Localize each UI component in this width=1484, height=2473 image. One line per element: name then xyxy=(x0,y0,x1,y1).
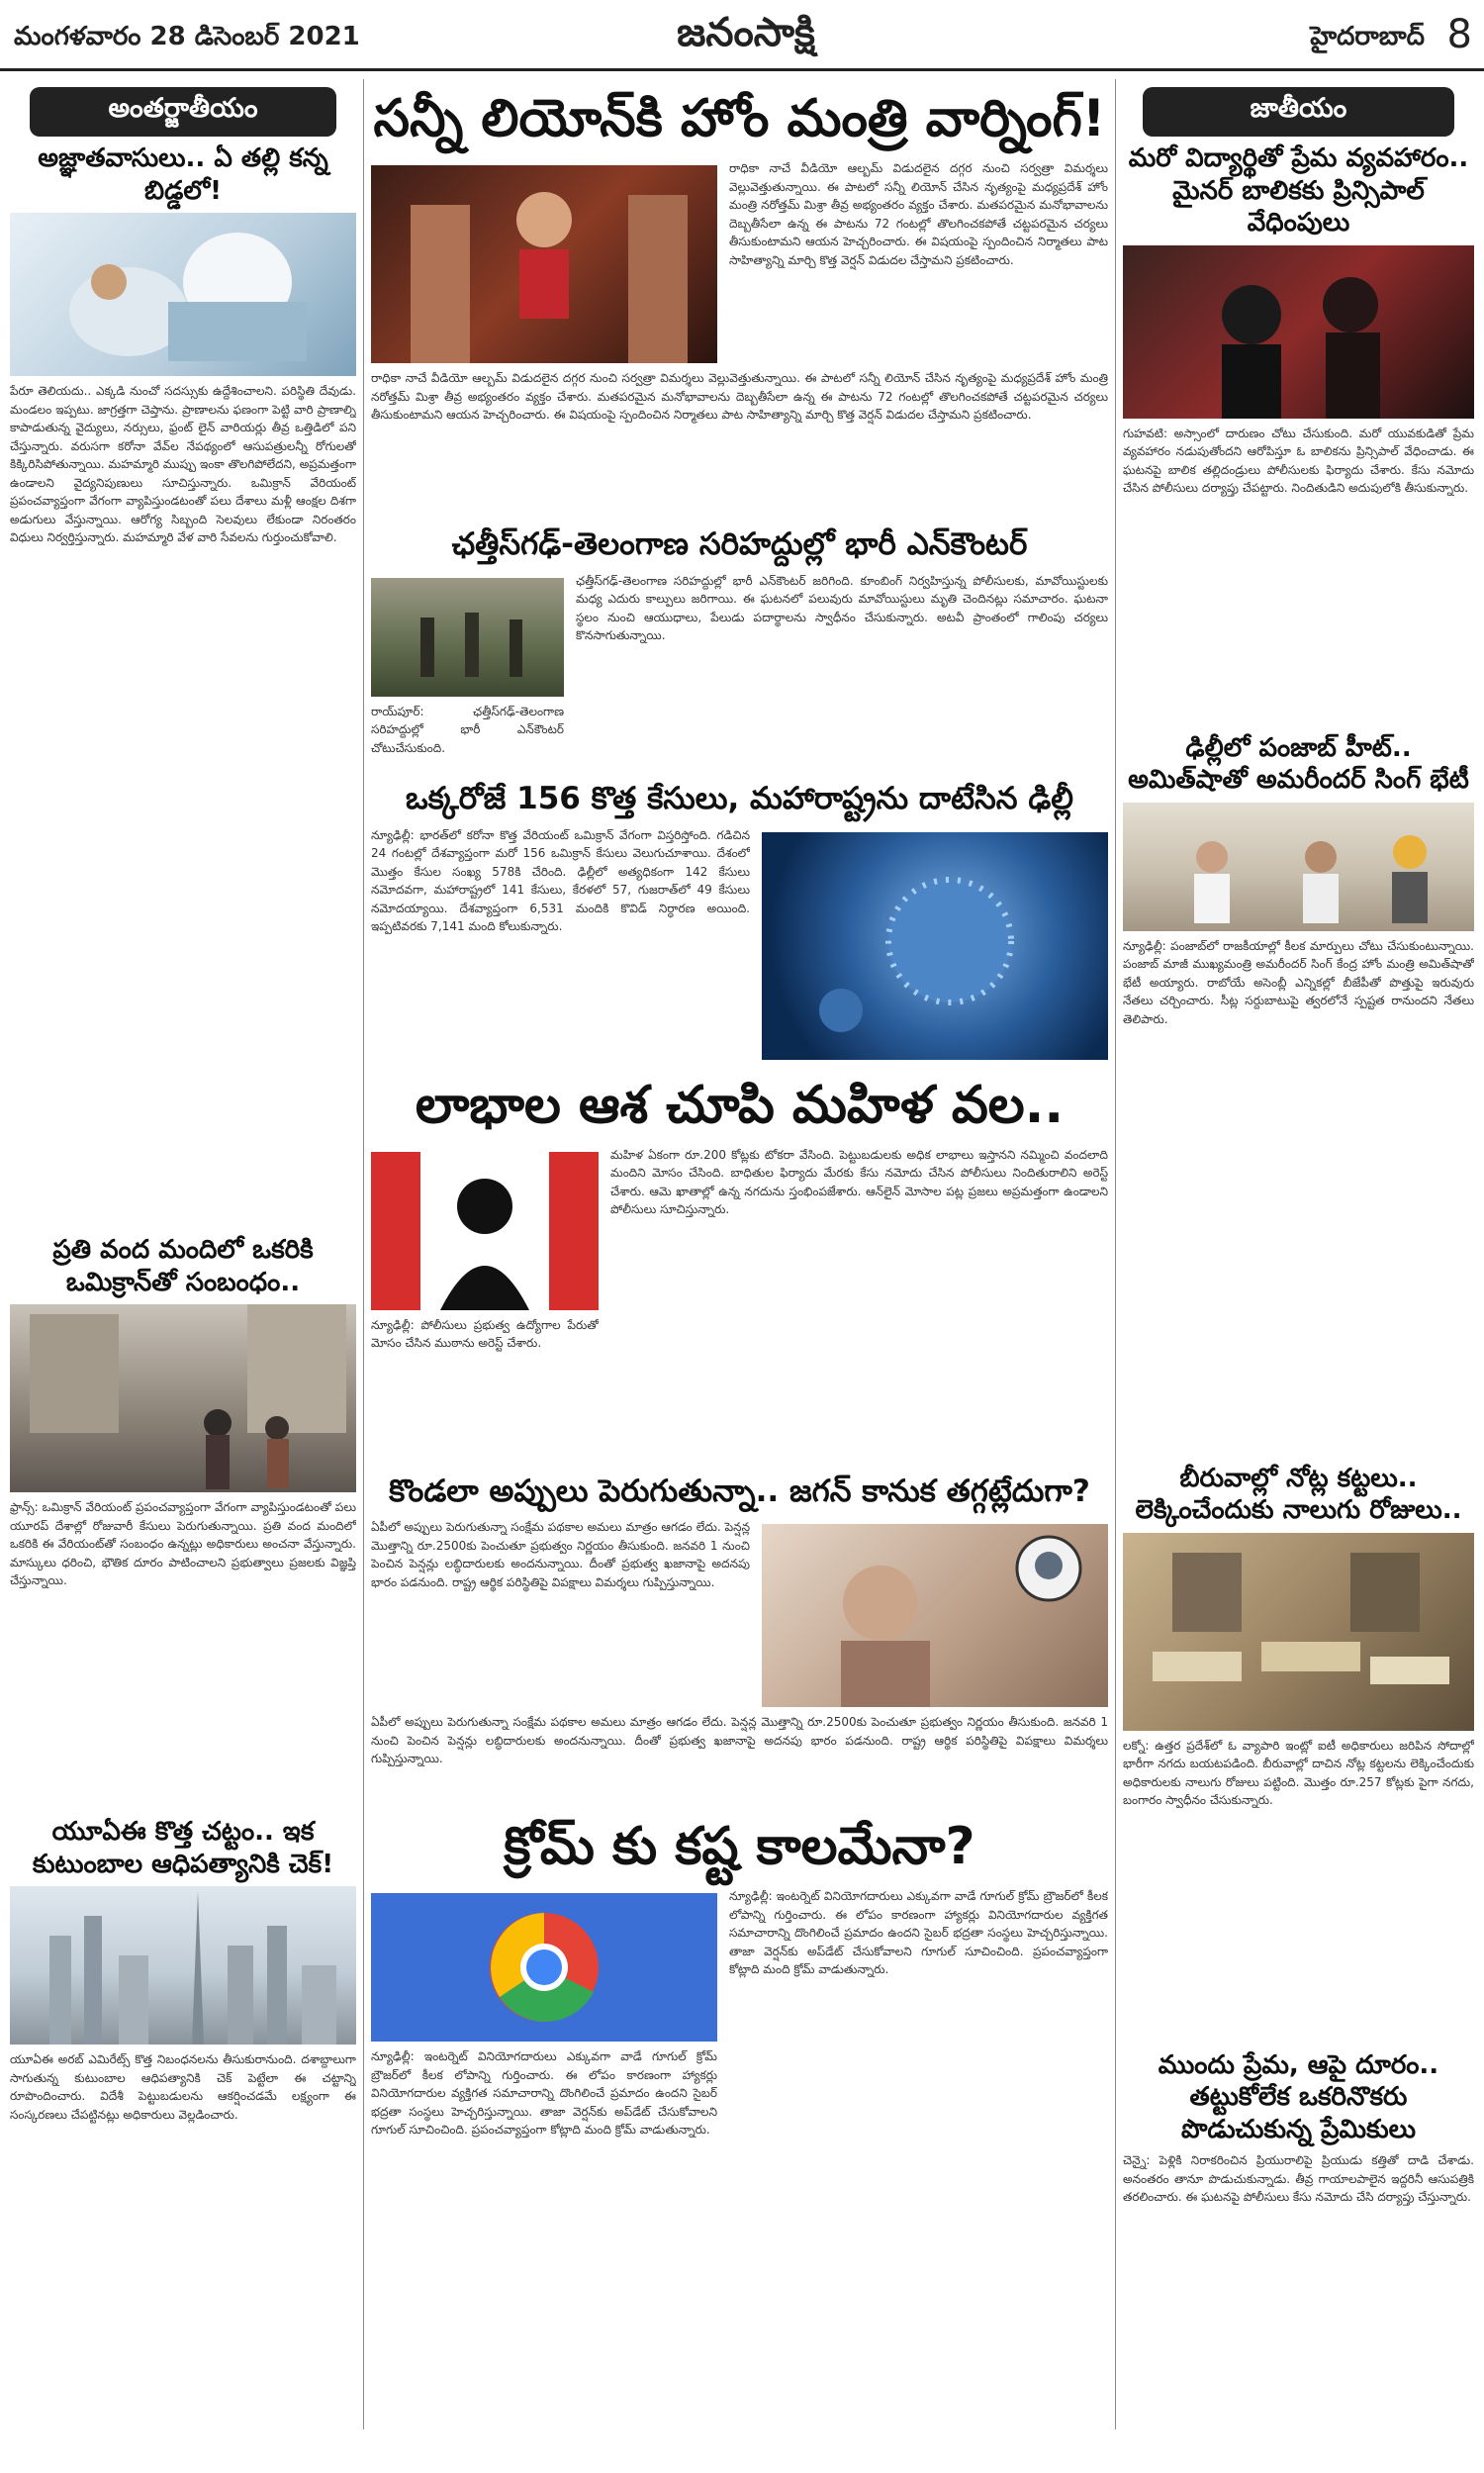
article-body: మహిళ ఏకంగా రూ.200 కోట్లకు టోకరా వేసింది. పెట్టుబడులకు అధిక లాభాలు ఇస్తానని నమ్మించి వందలాది మందిని మోసం చేసింది. బాధితుల ఫిర్యాదు మేరకు కేసు నమోదు చేసిన పోలీసులు నిందితురాలిని అరెస్ట్ చేశారు. ఆమె ఖాతాల్లో ఉన్న నగదును స్తంభింపజేశారు. ఆన్‌లైన్ మోసాల పట్ల ప్రజలు అప్రమత్తంగా ఉండాలని పోలీసులు సూచిస్తున్నారు. xyxy=(610,1147,1108,1216)
headline: ఒక్కరోజే 156 కొత్త కేసులు, మహారాష్ట్రను దాటేసిన ఢిల్లీ xyxy=(405,780,1074,816)
article-body: ఏపీలో అప్పులు పెరుగుతున్నా సంక్షేమ పథకాల అమలు మాత్రం ఆగడం లేదు. పెన్షన్ల మొత్తాన్ని రూ.2500కు పెంచుతూ ప్రభుత్వం నిర్ణయం తీసుకుంది. జనవరి 1 నుంచి పెంచిన పెన్షన్లు లబ్ధిదారులకు అందనున్నాయి. దీంతో ప్రభుత్వ ఖజానాపై అదనపు భారం పడనుంది. రాష్ట్ర ఆర్థిక పరిస్థితిపై విపక్షాలు విమర్శలు గుప్పిస్తున్నాయి. xyxy=(371,1520,750,1589)
section-label-national: జాతీయం xyxy=(1143,87,1454,137)
article-body: యూఏఈ అరబ్ ఎమిరేట్స్ కొత్త నిబంధనలను తీసుకురానుంది. దశాబ్దాలుగా సాగుతున్న కుటుంబాల ఆధిపత్యానికి చెక్ పెట్టేలా ఈ చట్టాన్ని రూపొందించారు. విదేశీ పెట్టుబడులను ఆకర్షించడమే లక్ష్యంగా ఈ సంస్కరణలు చేపట్టినట్లు అధికారులు వెల్లడించారు. xyxy=(10,2052,356,2122)
article-body: న్యూఢిల్లీ: ఇంటర్నెట్ వినియోగదారులు ఎక్కువగా వాడే గూగుల్ క్రోమ్ బ్రౌజర్‌లో కీలక లోపాన్ని గుర్తించారు. ఈ లోపం కారణంగా హ్యాకర్లు వినియోగదారుల వ్యక్తిగత సమాచారాన్ని దొంగిలించే ప్రమాదం ఉందని సైబర్ భద్రతా సంస్థలు హెచ్చరిస్తున్నాయి. తాజా వెర్షన్‌కు అప్‌డేట్ చేసుకోవాలని గూగుల్ సూచించింది. ప్రపంచవ్యాప్తంగా కోట్లాది మంది క్రోమ్ వాడుతున్నారు. xyxy=(371,2049,717,2138)
photo-elderly-woman xyxy=(762,1524,1108,1707)
photo-student-harassment xyxy=(1123,245,1474,419)
right-column xyxy=(1123,79,1474,2434)
newspaper-name: జనంసాక్షి xyxy=(677,10,815,55)
article-body: న్యూఢిల్లీ: పంజాబ్‌లో రాజకీయాల్లో కీలక మార్పులు చోటు చేసుకుంటున్నాయి. పంజాబ్ మాజీ ముఖ్యమంత్రి అమరీందర్ సింగ్ కేంద్ర హోం మంత్రి అమిత్‌షాతో భేటీ అయ్యారు. రాబోయే అసెంబ్లీ ఎన్నికల్లో బీజేపీతో పొత్తుపై ఇరువురు నేతలు చర్చించారు. సీట్ల సర్దుబాటుపై త్వరలోనే స్పష్టత రానుందని నేతలు తెలిపారు. xyxy=(1123,938,1474,1026)
photo-dubai-skyline xyxy=(10,1886,356,2045)
left-column xyxy=(10,79,356,2434)
headline: కొండలా అప్పులు పెరుగుతున్నా.. జగన్ కానుక తగ్గట్లేదుగా? xyxy=(389,1473,1090,1509)
photo-virus xyxy=(762,832,1108,1060)
headline: బీరువాల్లో నోట్ల కట్టలు.. లెక్కించేందుకు నాలుగు రోజులు.. xyxy=(1135,1463,1462,1525)
article-body: ఏపీలో అప్పులు పెరుగుతున్నా సంక్షేమ పథకాల అమలు మాత్రం ఆగడం లేదు. పెన్షన్ల మొత్తాన్ని రూ.2500కు పెంచుతూ ప్రభుత్వం నిర్ణయం తీసుకుంది. జనవరి 1 నుంచి పెంచిన పెన్షన్లు లబ్ధిదారులకు అందనున్నాయి. దీంతో ప్రభుత్వ ఖజానాపై అదనపు భారం పడనుంది. రాష్ట్ర ఆర్థిక పరిస్థితిపై విపక్షాలు విమర్శలు గుప్పిస్తున్నాయి. xyxy=(371,1715,1108,1766)
photo-europe-street xyxy=(10,1304,356,1492)
photo-chrome-logo xyxy=(371,1893,717,2042)
article-body: రాధికా నాచే వీడియో ఆల్బమ్ విడుదలైన దగ్గర నుంచి సర్వత్రా విమర్శలు వెల్లువెత్తుతున్నాయి. ఈ పాటలో సన్నీ లియోన్ చేసిన నృత్యంపై మధ్యప్రదేశ్ హోం మంత్రి నరోత్తమ్ మిశ్రా తీవ్ర అభ్యంతరం వ్యక్తం చేశారు. మతపరమైన మనోభావాలను దెబ్బతీసేలా ఉన్న ఈ పాటను 72 గంటల్లో తొలగించకపోతే చట్టపరమైన చర్యలు తీసుకుంటామని ఆయన హెచ్చరించారు. ఈ విషయంపై స్పందించిన నిర్మాతలు పాట సాహిత్యాన్ని మార్చి కొత్త వెర్షన్ విడుదల చేస్తామని ప్రకటించారు. xyxy=(371,371,1108,422)
center-column xyxy=(371,79,1108,2434)
edition-city: హైదరాబాద్ xyxy=(1310,22,1425,51)
article-body: రాధికా నాచే వీడియో ఆల్బమ్ విడుదలైన దగ్గర నుంచి సర్వత్రా విమర్శలు వెల్లువెత్తుతున్నాయి. ఈ పాటలో సన్నీ లియోన్ చేసిన నృత్యంపై మధ్యప్రదేశ్ హోం మంత్రి నరోత్తమ్ మిశ్రా తీవ్ర అభ్యంతరం వ్యక్తం చేశారు. మతపరమైన మనోభావాలను దెబ్బతీసేలా ఉన్న ఈ పాటను 72 గంటల్లో తొలగించకపోతే చట్టపరమైన చర్యలు తీసుకుంటామని ఆయన హెచ్చరించారు. ఈ విషయంపై స్పందించిన నిర్మాతలు పాట సాహిత్యాన్ని మార్చి కొత్త వెర్షన్ విడుదల చేస్తామని ప్రకటించారు. xyxy=(729,161,1108,267)
photo-forest-forces xyxy=(371,578,564,697)
photo-masked-patient xyxy=(10,213,356,376)
page-number: 8 xyxy=(1446,12,1472,57)
photo-dance-scene xyxy=(371,165,717,363)
masthead xyxy=(0,0,1484,71)
photo-cash-bundles xyxy=(1123,1533,1474,1731)
article-body: పేరూ తెలియదు.. ఎక్కడి నుంచో సదస్సుకు ఉద్దేశించాలని. పరిస్థితి దేవుడు. మండలం ఇప్పటు. జాగ్రత్తగా చెప్తాను. ప్రాణాలను ఫణంగా పెట్టి వారి ప్రాణాల్ని కాపాడుతున్న వైద్యులు, నర్సులు, ఫ్రంట్ లైన్ వారియర్లు తీవ్ర ఒత్తిడిలో పని చేస్తున్నారు. వరుసగా కరోనా వేవ్‌ల నేపథ్యంలో ఆసుపత్రులన్నీ రోగులతో కిక్కిరిసిపోతున్నాయి. మహమ్మారి ముప్పు ఇంకా తొలగిపోలేదని, అప్రమత్తంగా ఉండాలని వైద్యనిపుణులు సూచిస్తున్నారు. ఒమిక్రాన్ వేరియంట్ ప్రపంచవ్యాప్తంగా వేగంగా వ్యాపిస్తుండటంతో పలు దేశాలు మళ్లీ ఆంక్షల దిశగా అడుగులు వేస్తున్నాయి. ఆరోగ్య సిబ్బంది సెలవులు లేకుండా నిరంతరం విధులు నిర్వర్తిస్తున్నారు. మహమ్మారి వేళ వారి సేవలను గుర్తుంచుకోవాలి. xyxy=(10,384,356,544)
headline: ప్రతి వంద మందిలో ఒకరికి ఒమిక్రాన్‌తో సంబంధం.. xyxy=(52,1235,314,1297)
photo-caption: న్యూఢిల్లీ: పోలీసులు ప్రభుత్వ ఉద్యోగాల పేరుతో మోసం చేసిన ముఠాను అరెస్ట్ చేశారు. xyxy=(371,1317,599,1350)
photo-leaders-meeting xyxy=(1123,803,1474,931)
headline: ముందు ప్రేమ, ఆపై దూరం.. తట్టుకోలేక ఒకరినొకరు పొడుచుకున్న ప్రేమికులు xyxy=(1158,2049,1439,2144)
headline: ఢిల్లీలో పంజాబ్ హీట్.. అమిత్‌షాతో అమరీందర్ సింగ్ భేటీ xyxy=(1128,732,1469,795)
headline: క్రోమ్ కు కష్ట కాలమేనా? xyxy=(504,1817,975,1877)
issue-date: మంగళవారం 28 డిసెంబర్ 2021 xyxy=(14,22,360,51)
article-body: గుహవటి: అస్సాంలో దారుణం చోటు చేసుకుంది. మరో యువకుడితో ప్రేమ వ్యవహారం నడుపుతోందని ఆరోపిస్తూ ఓ బాలికను ప్రిన్సిపాల్ వేధించాడు. ఈ ఘటనపై బాలిక తల్లిదండ్రులు పోలీసులకు ఫిర్యాదు చేశారు. కేసు నమోదు చేసిన పోలీసులు దర్యాప్తు చేపట్టారు. నిందితుడిని అదుపులోకి తీసుకున్నారు. xyxy=(1123,426,1474,495)
photo-woman-silhouette xyxy=(371,1152,599,1310)
headline: లాభాల ఆశ చూపి మహిళ వల.. xyxy=(415,1075,1065,1135)
article-body: న్యూఢిల్లీ: ఇంటర్నెట్ వినియోగదారులు ఎక్కువగా వాడే గూగుల్ క్రోమ్ బ్రౌజర్‌లో కీలక లోపాన్ని గుర్తించారు. ఈ లోపం కారణంగా హ్యాకర్లు వినియోగదారుల వ్యక్తిగత సమాచారాన్ని దొంగిలించే ప్రమాదం ఉందని సైబర్ భద్రతా సంస్థలు హెచ్చరిస్తున్నాయి. తాజా వెర్షన్‌కు అప్‌డేట్ చేసుకోవాలని గూగుల్ సూచించింది. ప్రపంచవ్యాప్తంగా కోట్లాది మంది క్రోమ్ వాడుతున్నారు. xyxy=(729,1889,1108,1977)
article-body: లక్నో: ఉత్తర ప్రదేశ్‌లో ఓ వ్యాపారి ఇంట్లో ఐటీ అధికారులు జరిపిన సోదాల్లో భారీగా నగదు బయటపడింది. బీరువాల్లో దాచిన నోట్ల కట్టలను లెక్కించేందుకు అధికారులకు నాలుగు రోజులు పట్టింది. మొత్తం రూ.257 కోట్లకు పైగా నగదు, బంగారం స్వాధీనం చేసుకున్నారు. xyxy=(1123,1738,1474,1807)
article-body: న్యూఢిల్లీ: భారత్‌లో కరోనా కొత్త వేరియంట్ ఒమిక్రాన్ వేగంగా విస్తరిస్తోంది. గడిచిన 24 గంటల్లో దేశవ్యాప్తంగా మరో 156 ఒమిక్రాన్ కేసులు వెలుగుచూశాయి. దేశంలో మొత్తం కేసుల సంఖ్య 578కి చేరింది. ఢిల్లీలో అత్యధికంగా 142 కేసులు నమోదవగా, మహారాష్ట్రలో 141 కేసులు, కేరళలో 57, గుజరాత్‌లో 49 కేసులు నమోదయ్యాయి. దేశవ్యాప్తంగా 6,531 మందికి కొవిడ్ నిర్ధారణ అయింది. ఇప్పటివరకు 7,141 మంది కోలుకున్నారు. xyxy=(371,827,750,933)
headline: ఛత్తీస్‌గఢ్-తెలంగాణ సరిహద్దుల్లో భారీ ఎన్‌కౌంటర్ xyxy=(451,526,1028,562)
headline: యూఏఈ కొత్త చట్టం.. ఇక కుటుంబాల ఆధిపత్యానికి చెక్! xyxy=(32,1817,334,1879)
article-body: ఫ్రాన్స్: ఒమిక్రాన్ వేరియంట్ ప్రపంచవ్యాప్తంగా వేగంగా వ్యాపిస్తుండటంతో పలు యూరప్ దేశాల్లో రోజువారీ కేసులు పెరుగుతున్నాయి. ప్రతి వంద మందిలో ఒకరికి ఈ వేరియంట్‌తో సంబంధం ఉన్నట్లు అధికారులు అంచనా వేస్తున్నారు. మాస్కులు ధరించి, భౌతిక దూరం పాటించాలని ప్రభుత్వాలు ప్రజలకు విజ్ఞప్తి చేస్తున్నాయి. xyxy=(10,1500,356,1587)
section-label-international: అంతర్జాతీయం xyxy=(30,87,336,137)
article-body: ఛత్తీస్‌గఢ్-తెలంగాణ సరిహద్దుల్లో భారీ ఎన్‌కౌంటర్ జరిగింది. కూంబింగ్ నిర్వహిస్తున్న పోలీసులకు, మావోయిస్టులకు మధ్య ఎదురు కాల్పులు జరిగాయి. ఈ ఘటనలో పలువురు మావోయిస్టులు మృతి చెందినట్లు సమాచారం. ఘటనా స్థలం నుంచి ఆయుధాలు, పేలుడు పదార్థాలను స్వాధీనం చేసుకున్నారు. అటవీ ప్రాంతంలో గాలింపు చర్యలు కొనసాగుతున్నాయి. xyxy=(576,573,1108,643)
lead-headline: సన్నీ లియోన్‌కి హోం మంత్రి వార్నింగ్! xyxy=(373,89,1106,148)
photo-caption: రాయ్‌పూర్: ఛత్తీస్‌గఢ్-తెలంగాణ సరిహద్దుల్లో భారీ ఎన్‌కౌంటర్ చోటుచేసుకుంది. xyxy=(371,704,564,755)
headline: అజ్ఞాతవాసులు.. ఏ తల్లి కన్న బిడ్డలో! xyxy=(38,143,328,206)
article-body: చెన్నై: పెళ్లికి నిరాకరించిన ప్రియురాలిపై ప్రియుడు కత్తితో దాడి చేశాడు. అనంతరం తానూ పొడుచుకున్నాడు. తీవ్ర గాయాలపాలైన ఇద్దరినీ ఆసుపత్రికి తరలించారు. ఈ ఘటనపై పోలీసులు కేసు నమోదు చేసి దర్యాప్తు చేస్తున్నారు. xyxy=(1123,2153,1474,2204)
headline: మరో విద్యార్థితో ప్రేమ వ్యవహారం.. మైనర్ బాలికకు ప్రిన్సిపాల్ వేధింపులు xyxy=(1128,143,1469,238)
